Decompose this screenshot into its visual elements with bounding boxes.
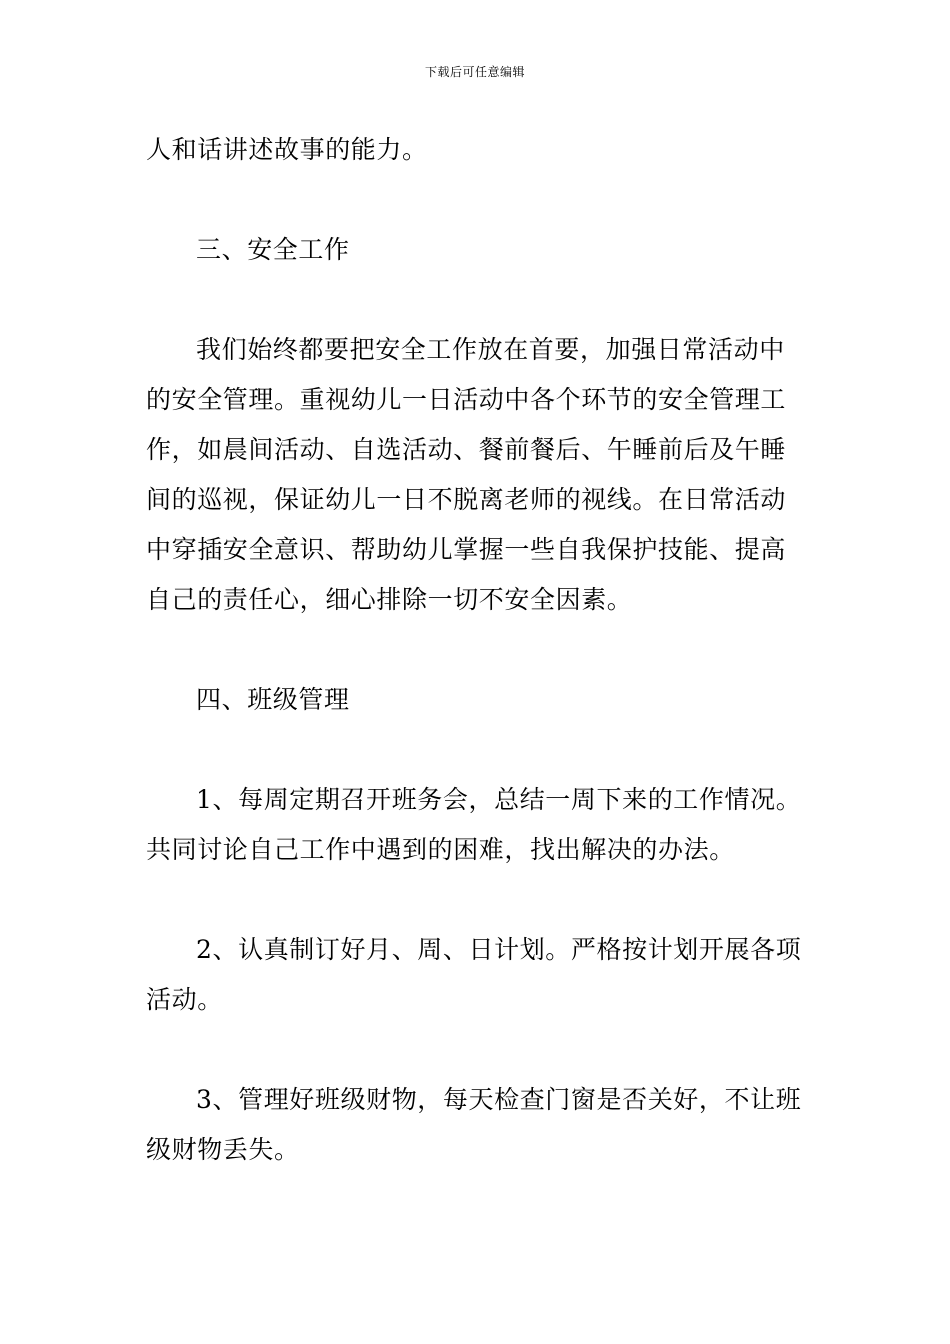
section-heading-class-management: 四、班级管理 — [196, 685, 350, 714]
paragraph-line: 共同讨论自己工作中遇到的困难，找出解决的办法。 — [146, 835, 735, 864]
paragraph-item-2 — [146, 925, 806, 1025]
paragraph-item-3 — [146, 1075, 806, 1175]
paragraph-safety — [146, 325, 806, 625]
paragraph-line: 中穿插安全意识、帮助幼儿掌握一些自我保护技能、提高 — [146, 535, 787, 564]
paragraph-line: 的安全管理。重视幼儿一日活动中各个环节的安全管理工 — [146, 385, 787, 414]
paragraph-item-1 — [146, 775, 806, 875]
paragraph-line: 间的巡视，保证幼儿一日不脱离老师的视线。在日常活动 — [146, 485, 787, 514]
paragraph-line: 级财物丢失。 — [146, 1135, 300, 1164]
paragraph-line: 2、认真制订好月、周、日计划。严格按计划开展各项 — [196, 935, 802, 964]
document-body — [146, 125, 806, 1175]
paragraph-line: 我们始终都要把安全工作放在首要，加强日常活动中 — [196, 335, 785, 364]
paragraph-line: 3、管理好班级财物，每天检查门窗是否关好，不让班 — [196, 1085, 802, 1114]
paragraph-line: 自己的责任心，细心排除一切不安全因素。 — [146, 585, 633, 614]
paragraph-line: 人和话讲述故事的能力。 — [146, 135, 428, 164]
paragraph-line: 作，如晨间活动、自选活动、餐前餐后、午睡前后及午睡 — [146, 435, 787, 464]
page-header-note: 下载后可任意编辑 — [424, 65, 525, 79]
paragraph-line: 活动。 — [146, 985, 223, 1014]
section-heading-safety: 三、安全工作 — [196, 235, 350, 264]
paragraph-line: 1、每周定期召开班务会，总结一周下来的工作情况。 — [196, 785, 802, 814]
